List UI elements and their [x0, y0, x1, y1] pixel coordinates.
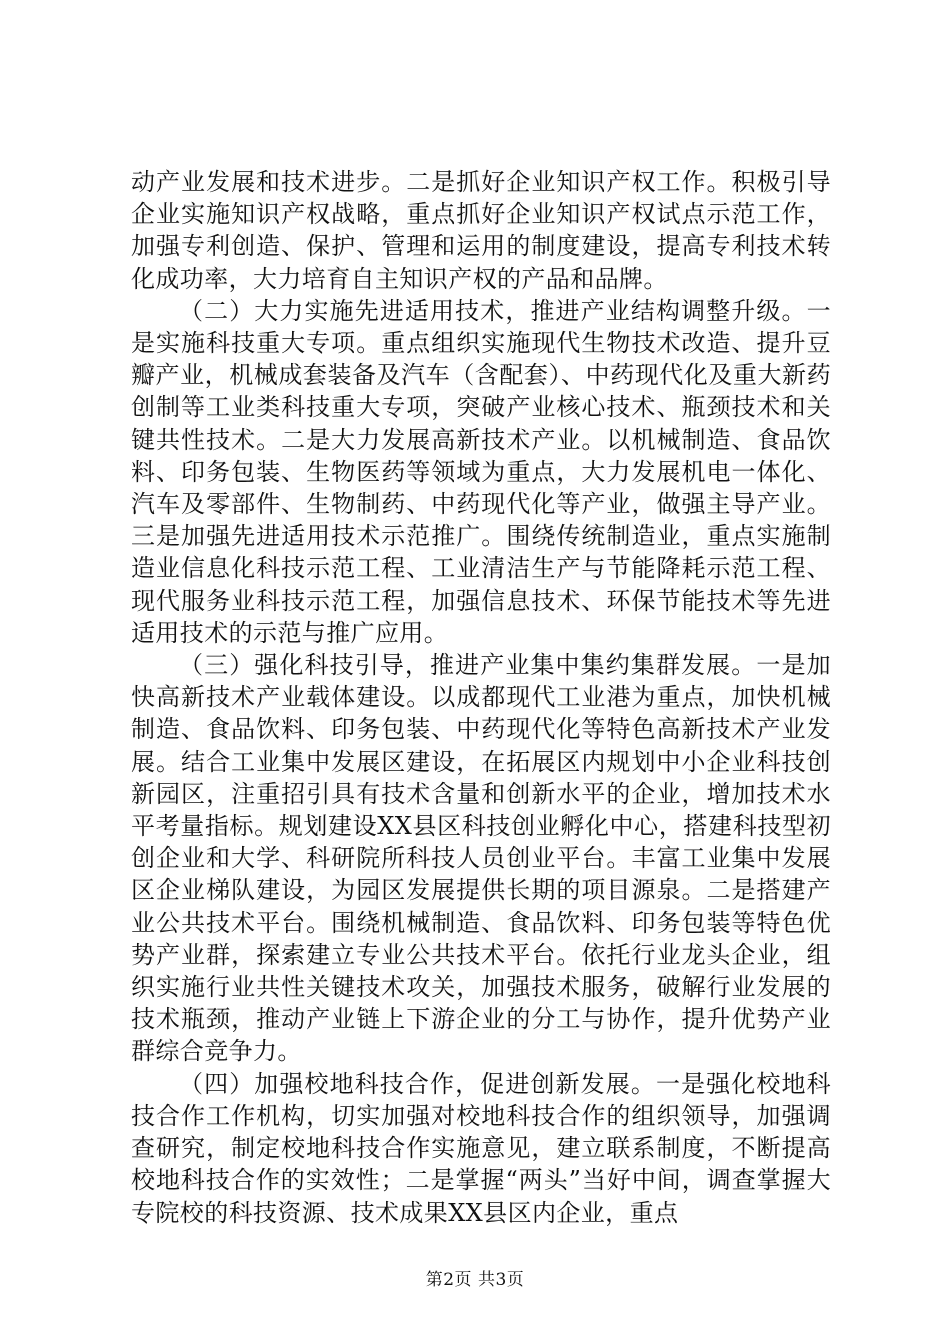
page-footer: 第2页 共3页: [425, 1270, 525, 1290]
paragraph-section-2: （二）大力实施先进适用技术，推进产业结构调整升级。一是实施科技重大专项。重点组织实施现代生物技术改造、提升豆瓣产业，机械成套装备及汽车（含配套）、中药现代化及重大新药创制等工业类科技重大专项，突破产业核心技术、瓶颈技术和关键共性技术。二是大力发展高新技术产业。以机械制造、食品饮料、印务包装、生物医药等领域为重点，大力发展机电一体化、汽车及零部件、生物制药、中药现代化等产业，做强主导产业。三是加强先进适用技术示范推广。围绕传统制造业，重点实施制造业信息化科技示范工程、工业清洁生产与节能降耗示范工程、现代服务业科技示范工程，加强信息技术、环保节能技术等先进适用技术的示范与推广应用。: [131, 296, 831, 647]
paragraph-section-4: （四）加强校地科技合作，促进创新发展。一是强化校地科技合作工作机构，切实加强对校地科技合作的组织领导，加强调查研究，制定校地科技合作实施意见，建立联系制度，不断提高校地科技合作的实效性；二是掌握“两头”当好中间，调查掌握大专院校的科技资源、技术成果XX县区内企业，重点: [131, 1069, 831, 1227]
paragraph-section-3: （三）强化科技引导，推进产业集中集约集群发展。一是加快高新技术产业载体建设。以成都现代工业港为重点，加快机械制造、食品饮料、印务包装、中药现代化等特色高新技术产业发展。结合工业集中发展区建设，在拓展区内规划中小企业科技创新园区，注重招引具有技术含量和创新水平的企业，增加技术水平考量指标。规划建设XX县区科技创业孵化中心，搭建科技型初创企业和大学、科研院所科技人员创业平台。丰富工业集中发展区企业梯队建设，为园区发展提供长期的项目源泉。二是搭建产业公共技术平台。围绕机械制造、食品饮料、印务包装等特色优势产业群，探索建立专业公共技术平台。依托行业龙头企业，组织实施行业共性关键技术攻关，加强技术服务，破解行业发展的技术瓶颈，推动产业链上下游企业的分工与协作，提升优势产业群综合竞争力。: [131, 651, 831, 1066]
paragraph-continued: 动产业发展和技术进步。二是抓好企业知识产权工作。积极引导企业实施知识产权战略，重点抓好企业知识产权试点示范工作，加强专利创造、保护、管理和运用的制度建设，提高专利技术转化成功率，大力培育自主知识产权的产品和品牌。: [131, 168, 831, 293]
document-body: [131, 166, 831, 1229]
